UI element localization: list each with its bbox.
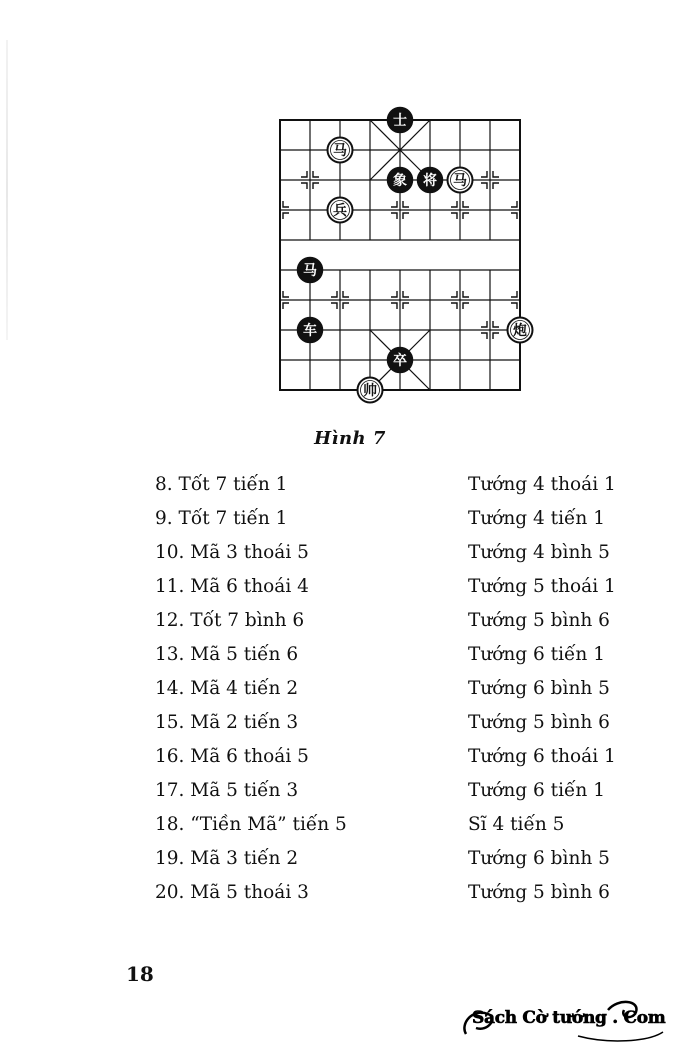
scan-margin-shadow	[6, 40, 8, 340]
move-row	[0, 570, 700, 604]
red-move: 12. Tốt 7 bình 6	[155, 610, 305, 631]
position-mark	[493, 183, 499, 189]
position-mark	[493, 171, 499, 177]
page-number: 18	[126, 962, 154, 986]
position-mark	[313, 171, 319, 177]
position-mark	[451, 213, 457, 219]
black-move: Tướng 6 bình 5	[468, 678, 610, 699]
red-move: 8. Tốt 7 tiến 1	[155, 474, 288, 495]
red-move: 13. Mã 5 tiến 6	[155, 644, 299, 665]
position-mark	[343, 303, 349, 309]
move-list	[0, 468, 700, 910]
piece-glyph: 兵	[333, 203, 347, 219]
position-mark	[343, 291, 349, 297]
piece-glyph: 炮	[513, 323, 527, 339]
move-row	[0, 672, 700, 706]
move-row	[0, 740, 700, 774]
position-mark	[403, 201, 409, 207]
piece-glyph: 马	[333, 143, 347, 159]
move-row	[0, 808, 700, 842]
red-move: 9. Tốt 7 tiến 1	[155, 508, 288, 529]
position-mark	[283, 291, 289, 297]
piece-glyph: 卒	[393, 353, 407, 369]
position-mark	[283, 213, 289, 219]
position-mark	[301, 183, 307, 189]
figure-caption: Hình 7	[314, 428, 386, 449]
position-mark	[481, 171, 487, 177]
red-move: 10. Mã 3 thoái 5	[155, 542, 309, 563]
position-mark	[451, 291, 457, 297]
piece-glyph: 象	[393, 173, 407, 189]
red-move: 11. Mã 6 thoái 4	[155, 576, 309, 597]
red-move: 16. Mã 6 thoái 5	[155, 746, 309, 767]
red-move: 15. Mã 2 tiến 3	[155, 712, 299, 733]
position-mark	[403, 291, 409, 297]
move-row	[0, 468, 700, 502]
move-row	[0, 638, 700, 672]
position-mark	[511, 303, 517, 309]
position-mark	[403, 303, 409, 309]
black-move: Tướng 5 bình 6	[468, 610, 610, 631]
position-mark	[313, 183, 319, 189]
position-mark	[283, 201, 289, 207]
position-mark	[463, 303, 469, 309]
black-move: Tướng 4 bình 5	[468, 542, 610, 563]
position-mark	[481, 333, 487, 339]
black-move: Tướng 5 thoái 1	[468, 576, 616, 597]
red-move: 17. Mã 5 tiến 3	[155, 780, 299, 801]
red-move: 18. “Tiền Mã” tiến 5	[155, 814, 347, 835]
piece-glyph: 将	[423, 173, 437, 189]
red-move: 14. Mã 4 tiến 2	[155, 678, 299, 699]
position-mark	[391, 201, 397, 207]
move-row	[0, 842, 700, 876]
position-mark	[391, 213, 397, 219]
position-mark	[463, 201, 469, 207]
black-move: Tướng 6 tiến 1	[468, 644, 605, 665]
watermark-text: Sách Cờ tướng . Com	[472, 1008, 666, 1028]
position-mark	[331, 303, 337, 309]
black-move: Tướng 6 tiến 1	[468, 780, 605, 801]
move-row	[0, 774, 700, 808]
position-mark	[283, 303, 289, 309]
move-row	[0, 876, 700, 910]
red-move: 20. Mã 5 thoái 3	[155, 882, 309, 903]
position-mark	[493, 333, 499, 339]
black-move: Tướng 6 thoái 1	[468, 746, 616, 767]
position-mark	[511, 201, 517, 207]
piece-glyph: 帅	[363, 383, 377, 399]
piece-glyph: 士	[393, 113, 407, 129]
black-move: Sĩ 4 tiến 5	[468, 814, 565, 835]
xiangqi-board-diagram	[270, 100, 540, 410]
black-move: Tướng 4 tiến 1	[468, 508, 605, 529]
piece-glyph: 马	[303, 263, 317, 279]
position-mark	[463, 213, 469, 219]
position-mark	[511, 213, 517, 219]
position-mark	[331, 291, 337, 297]
position-mark	[481, 321, 487, 327]
position-mark	[391, 303, 397, 309]
black-move: Tướng 6 bình 5	[468, 848, 610, 869]
position-mark	[463, 291, 469, 297]
site-watermark-logo	[458, 996, 698, 1046]
black-move: Tướng 5 bình 6	[468, 712, 610, 733]
position-mark	[391, 291, 397, 297]
move-row	[0, 604, 700, 638]
position-mark	[511, 291, 517, 297]
move-row	[0, 706, 700, 740]
position-mark	[403, 213, 409, 219]
move-row	[0, 502, 700, 536]
position-mark	[301, 171, 307, 177]
piece-glyph: 马	[453, 173, 467, 189]
black-move: Tướng 4 thoái 1	[468, 474, 616, 495]
move-row	[0, 536, 700, 570]
piece-glyph: 车	[303, 323, 317, 339]
red-move: 19. Mã 3 tiến 2	[155, 848, 299, 869]
black-move: Tướng 5 bình 6	[468, 882, 610, 903]
position-mark	[493, 321, 499, 327]
position-mark	[451, 201, 457, 207]
position-mark	[451, 303, 457, 309]
position-mark	[481, 183, 487, 189]
xiangqi-board-figure	[270, 100, 540, 410]
